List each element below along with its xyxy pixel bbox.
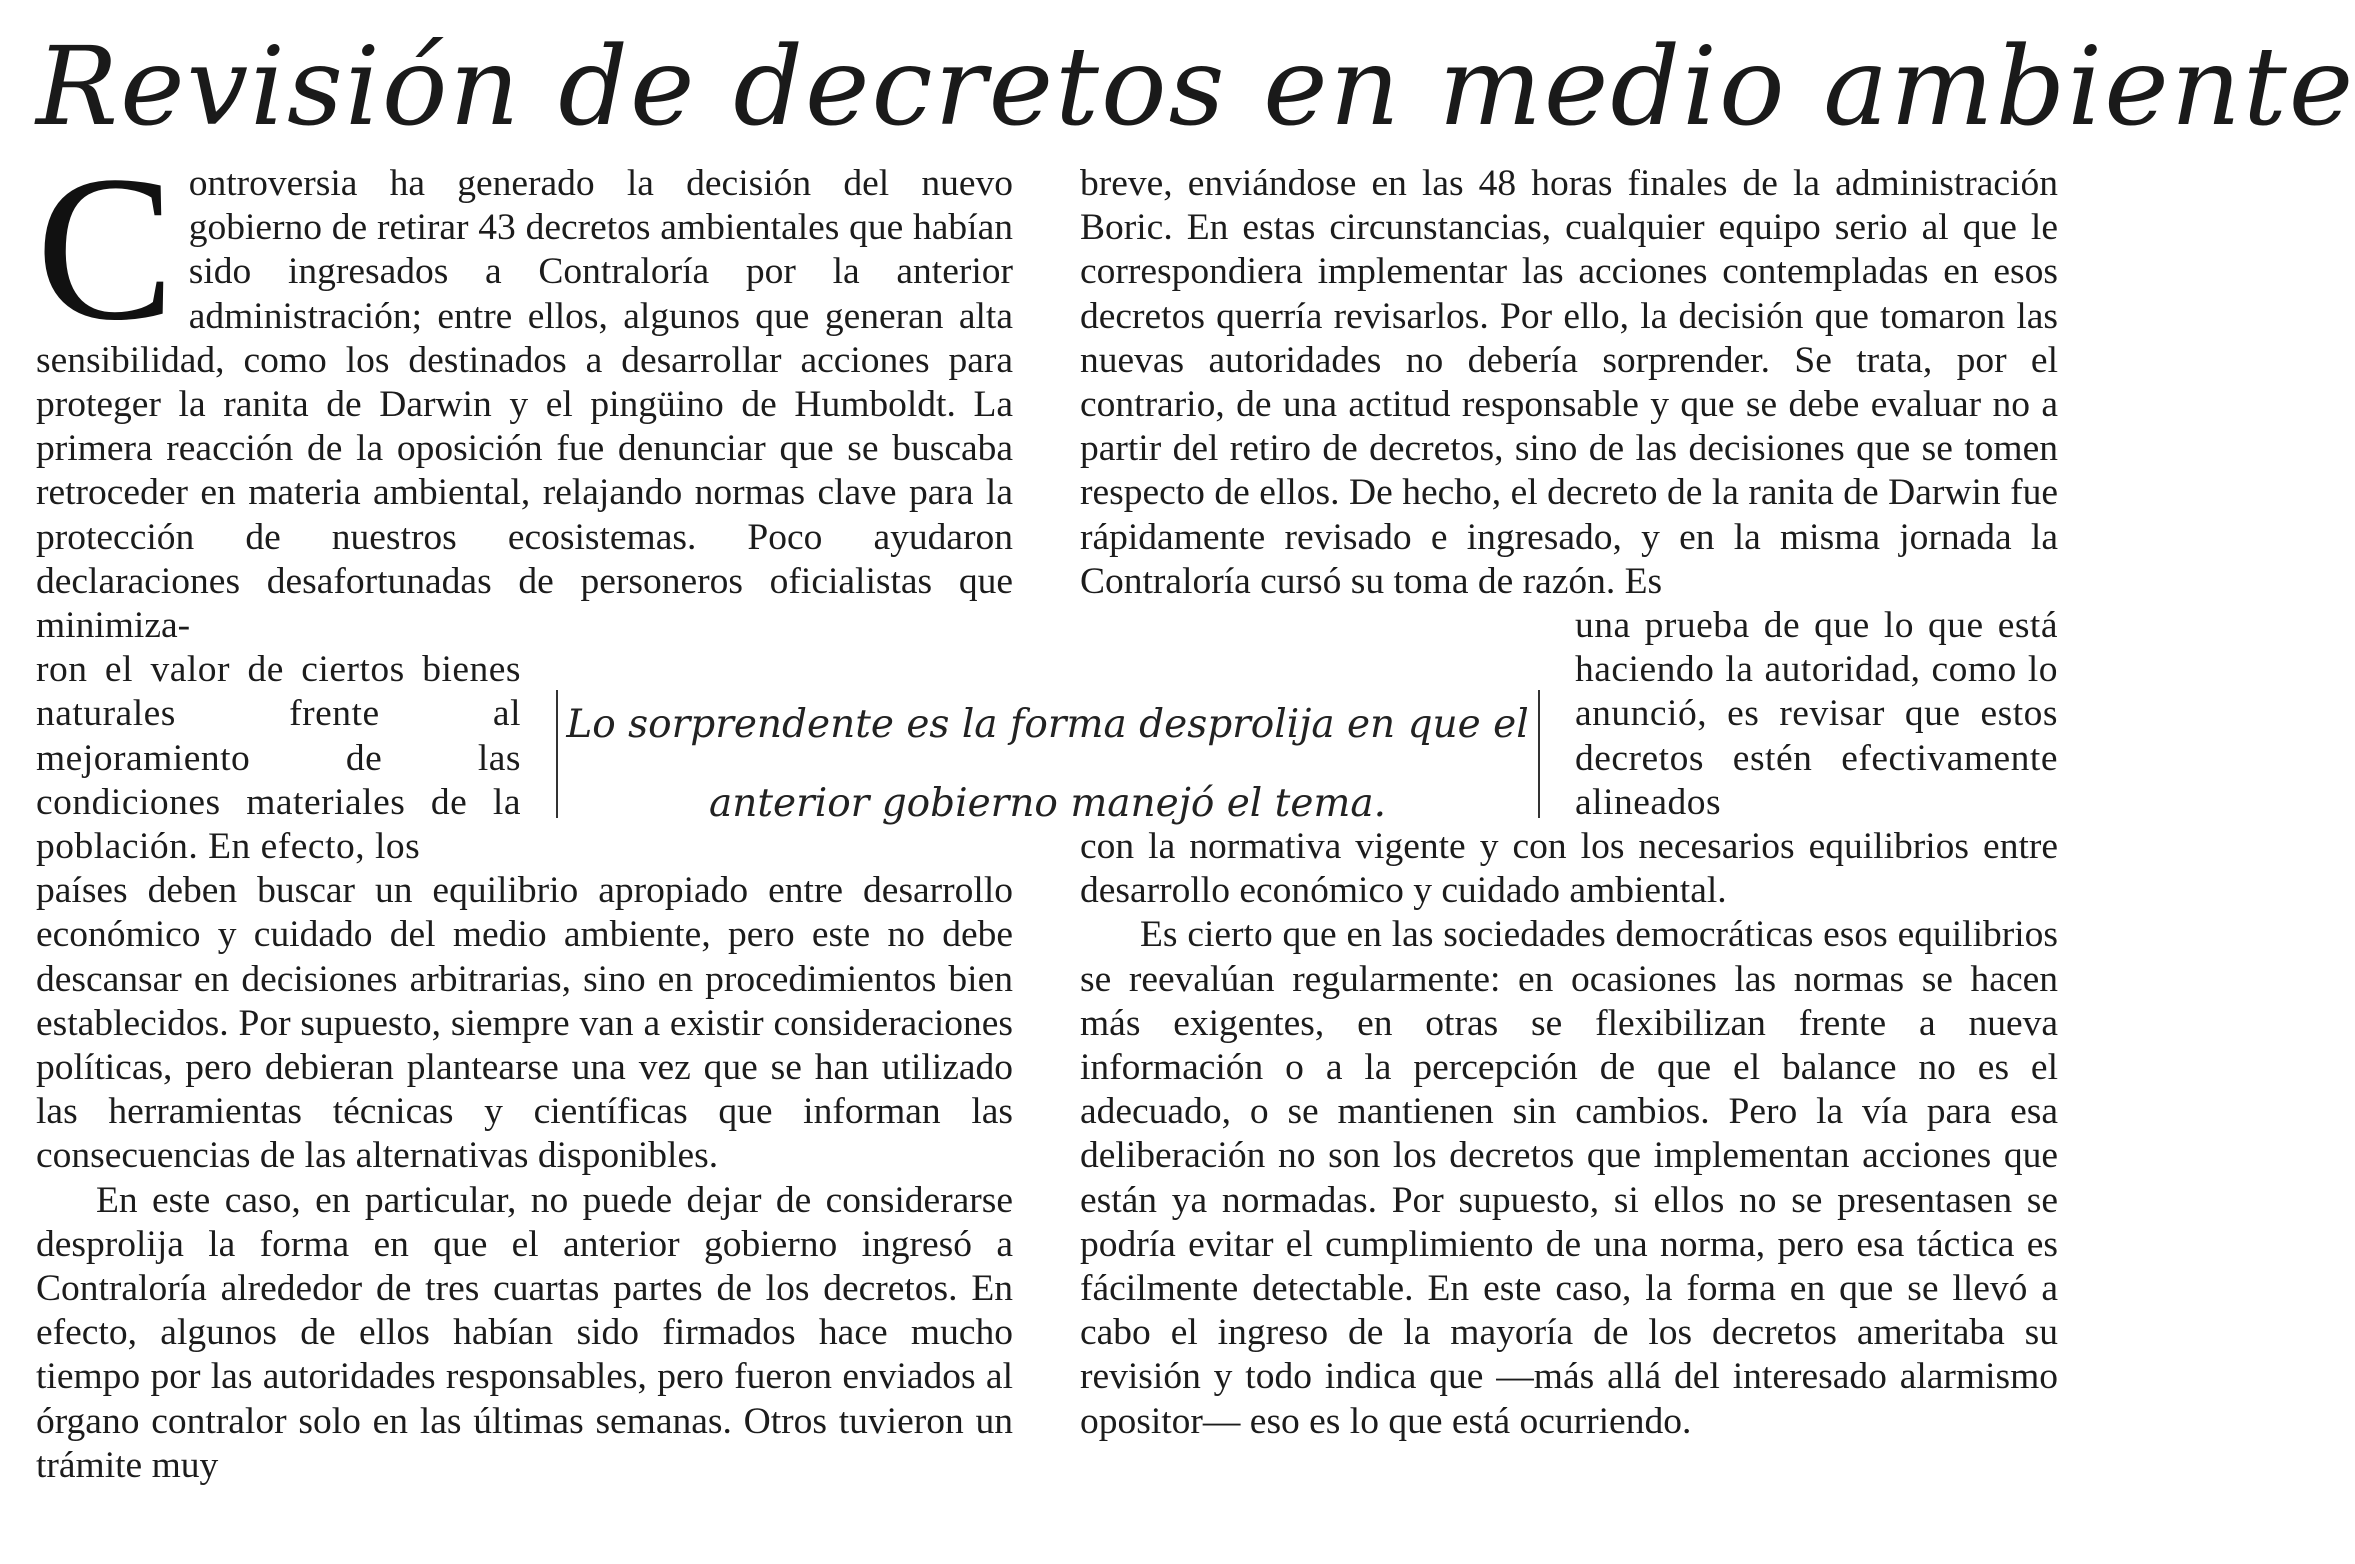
paragraph-2: En este caso, en particular, no puede dejar de considerarse desprolija la forma en que el anterior gobierno ingresó a Contraloría alrededor de tres cuartas partes de los decretos. En efecto, algunos de ellos habían sido firmados hace mucho tiempo por las autoridades responsables, pero fueron enviados al órgano contralor solo en las últimas semanas. Otros tuvieron un trámite muy <box>36 1179 1013 1486</box>
paragraph-3: Es cierto que en las sociedades democráticas esos equilibrios se reevalúan regularmente: en ocasiones las normas se hacen más exigentes, en otras se flexibilizan frente a nueva información o a la percepción de que el balance no es el adecuado, o se mantienen sin cambios. Pero la vía para esa deliberación no son los decretos que implementan acciones que están ya normadas. Por supuesto, si ellos no se presentasen se podría evitar el cumplimiento de una norma, pero esa táctica es fácilmente detectable. En este caso, la forma en que se llevó a cabo el ingreso de la mayoría de los decretos ameritaba su revisión y todo indica que —más allá del interesado alarmismo opositor— eso es lo que está ocurriendo. <box>1080 914 2058 1442</box>
right-column <box>1080 162 2058 1444</box>
paragraph-1-narrow: ron el valor de ciertos bienes naturales frente al mejoramiento de las condiciones materiales de la población. En efecto, los <box>36 649 521 868</box>
pull-quote: Lo sorprendente es la forma desprolija en que el anterior gobierno manejó el tema. <box>566 702 1529 826</box>
paragraph-2-end: con la normativa vigente y con los necesarios equilibrios entre desarrollo económico y cuidado ambiental. <box>1080 826 2058 912</box>
paragraph-2-narrow: una prueba de que lo que está haciendo la autoridad, como lo anunció, es revisar que estos decretos estén efectivamente alineados <box>1575 605 2058 823</box>
paragraph-2-continued: breve, enviándose en las 48 horas finales de la administración Boric. En estas circunstancias, cualquier equipo serio al que le correspondiera implementar las acciones contempladas en esos decretos querría revisarlos. Por ello, la decisión que tomaron las nuevas autoridades no debería sorprender. Se trata, por el contrario, de una actitud responsable y que se debe evaluar no a partir del retiro de decretos, sino de las decisiones que se tomen respecto de ellos. De hecho, el decreto de la ranita de Darwin fue rápidamente revisado e ingresado, y en la misma jornada la Contraloría cursó su toma de razón. Es <box>1080 163 2058 602</box>
drop-cap: C <box>36 133 175 363</box>
headline: Revisión de decretos en medio ambiente <box>36 23 2355 150</box>
paragraph-1-text: ontroversia ha generado la decisión del nuevo gobierno de retirar 43 decretos ambientales que habían sido ingresados a Contraloría por la anterior administración; entre ellos, algunos que generan alta sensibilidad, como los destinados a desarrollar acciones para proteger la ranita de Darwin y el pingüino de Humboldt. La primera reacción de la oposición fue denunciar que se buscaba retroceder en materia ambiental, relajando normas clave para la protección de nuestros ecosistemas. Poco ayudaron declaraciones desafortunadas de personeros oficialistas que minimiza- <box>36 163 1013 647</box>
paragraph-1-bottom: países deben buscar un equilibrio apropiado entre desarrollo económico y cuidado del medio ambiente, pero este no debe descansar en decisiones arbitrarias, sino en procedimientos bien establecidos. Por supuesto, siempre van a existir consideraciones políticas, pero debieran plantearse una vez que se han utilizado las herramientas técnicas y científicas que informan las consecuencias de las alternativas disponibles. <box>36 870 1013 1177</box>
paragraph-1-top <box>36 133 1013 648</box>
